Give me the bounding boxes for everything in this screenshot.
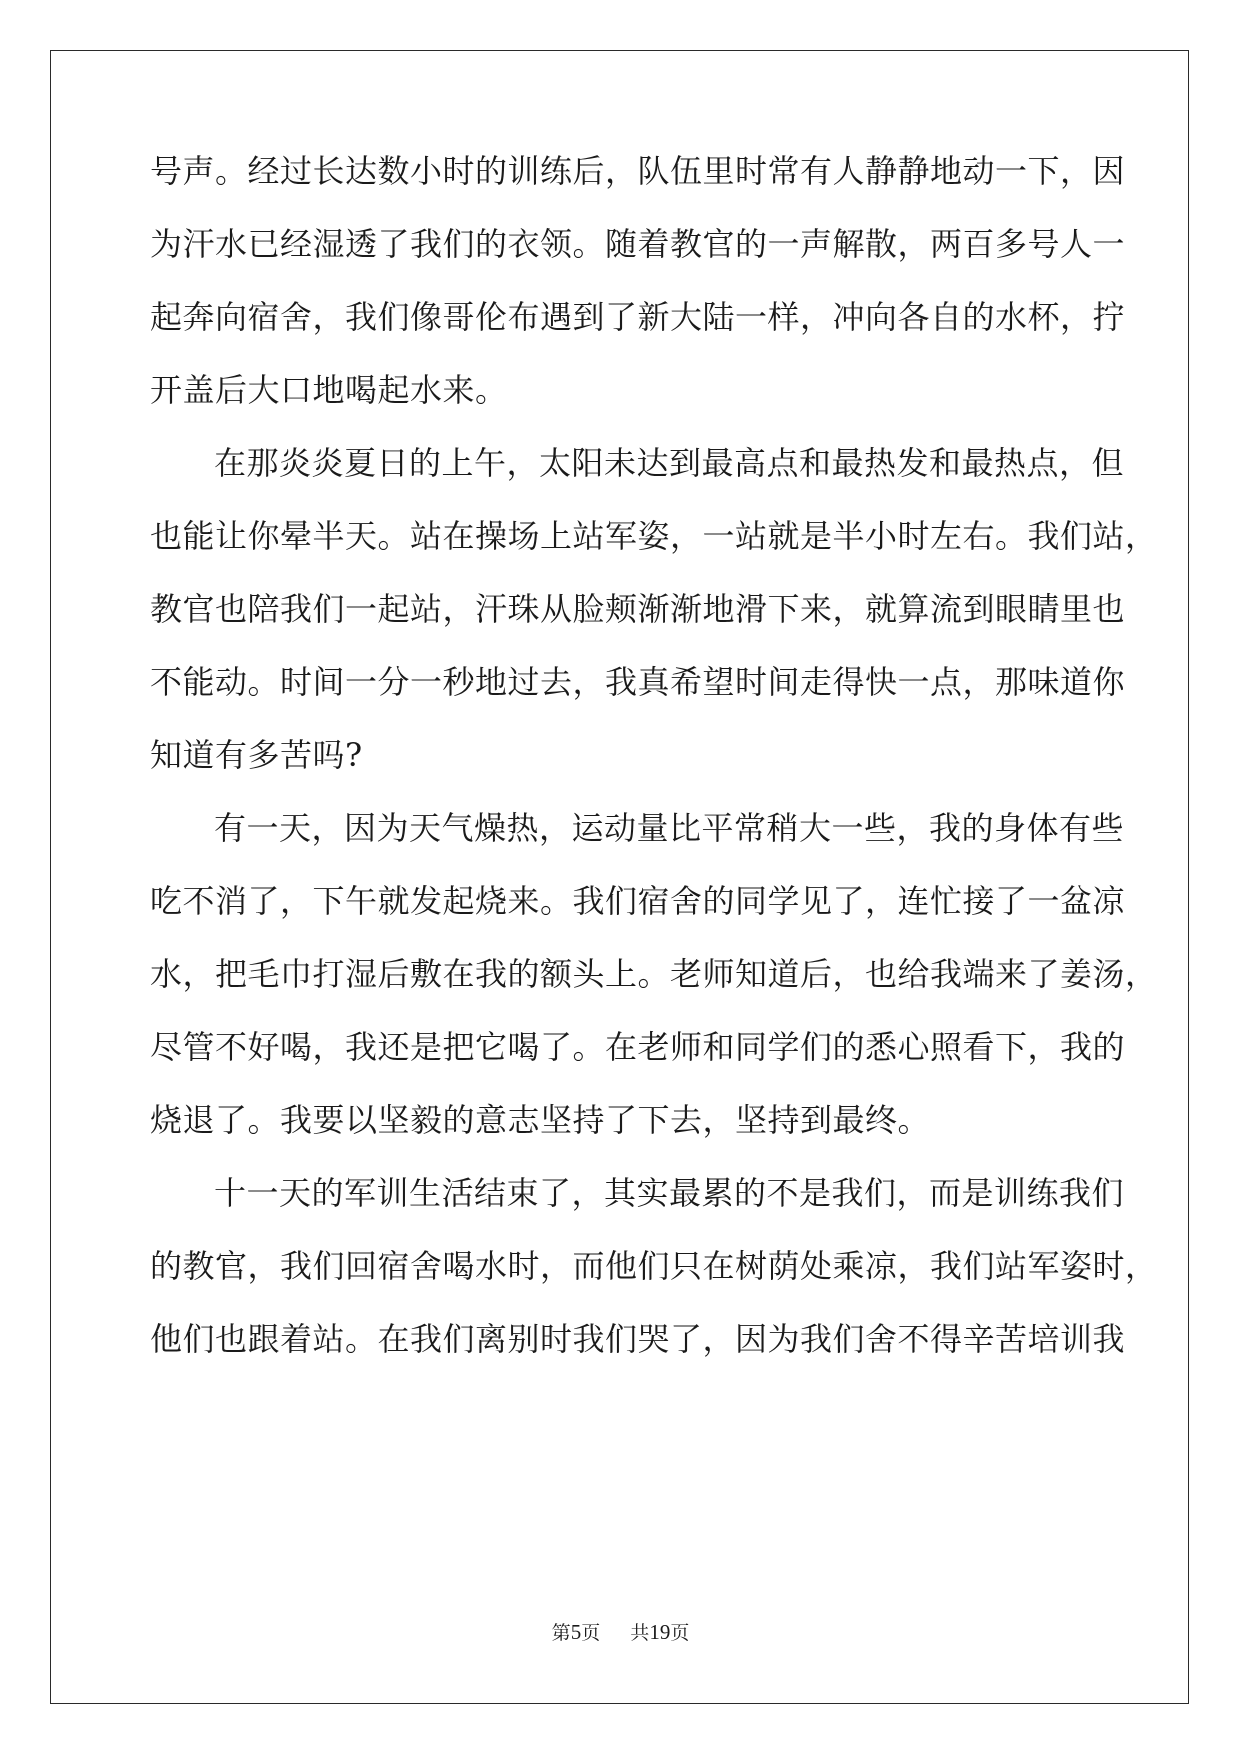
page-footer xyxy=(0,1620,1241,1645)
total-page-count: 19 xyxy=(649,1620,671,1644)
current-page-number: 5 xyxy=(570,1620,582,1644)
text-line: 起奔向宿舍，我们像哥伦布遇到了新大陆一样，冲向各自的水杯，拧 xyxy=(150,298,1126,336)
text-line: 尽管不好喝，我还是把它喝了。在老师和同学们的悉心照看下，我的 xyxy=(150,1028,1126,1066)
text-line: 也能让你晕半天。站在操场上站军姿，一站就是半小时左右。我们站， xyxy=(150,517,1158,555)
text-line: 教官也陪我们一起站，汗珠从脸颊渐渐地滑下来，就算流到眼睛里也 xyxy=(150,590,1126,628)
page-suffix: 页 xyxy=(581,1622,601,1644)
paragraph-first-line: 有一天，因为天气燥热，运动量比平常稍大一些，我的身体有些 xyxy=(214,809,1125,847)
total-prefix: 共 xyxy=(630,1622,650,1644)
page-total xyxy=(630,1622,689,1644)
text-line: 的教官，我们回宿舍喝水时，而他们只在树荫处乘凉，我们站军姿时， xyxy=(150,1247,1158,1285)
text-line: 知道有多苦吗? xyxy=(150,736,363,774)
text-line: 为汗水已经湿透了我们的衣领。随着教官的一声解散，两百多号人一 xyxy=(150,225,1126,263)
text-line: 水，把毛巾打湿后敷在我的额头上。老师知道后，也给我端来了姜汤， xyxy=(150,955,1158,993)
page-number xyxy=(552,1622,607,1644)
text-line: 开盖后大口地喝起水来。 xyxy=(150,371,508,409)
text-line: 烧退了。我要以坚毅的意志坚持了下去，坚持到最终。 xyxy=(150,1101,931,1139)
total-suffix: 页 xyxy=(670,1622,690,1644)
page-prefix: 第 xyxy=(551,1622,571,1644)
paragraph-first-line: 十一天的军训生活结束了，其实最累的不是我们，而是训练我们 xyxy=(214,1174,1125,1212)
text-line: 吃不消了，下午就发起烧来。我们宿舍的同学见了，连忙接了一盆凉 xyxy=(150,882,1126,920)
text-line: 不能动。时间一分一秒地过去，我真希望时间走得快一点，那味道你 xyxy=(150,663,1126,701)
text-line: 号声。经过长达数小时的训练后，队伍里时常有人静静地动一下，因 xyxy=(150,152,1126,190)
text-line: 他们也跟着站。在我们离别时我们哭了，因为我们舍不得辛苦培训我 xyxy=(150,1320,1126,1358)
paragraph-first-line: 在那炎炎夏日的上午，太阳未达到最高点和最热发和最热点，但 xyxy=(214,444,1125,482)
